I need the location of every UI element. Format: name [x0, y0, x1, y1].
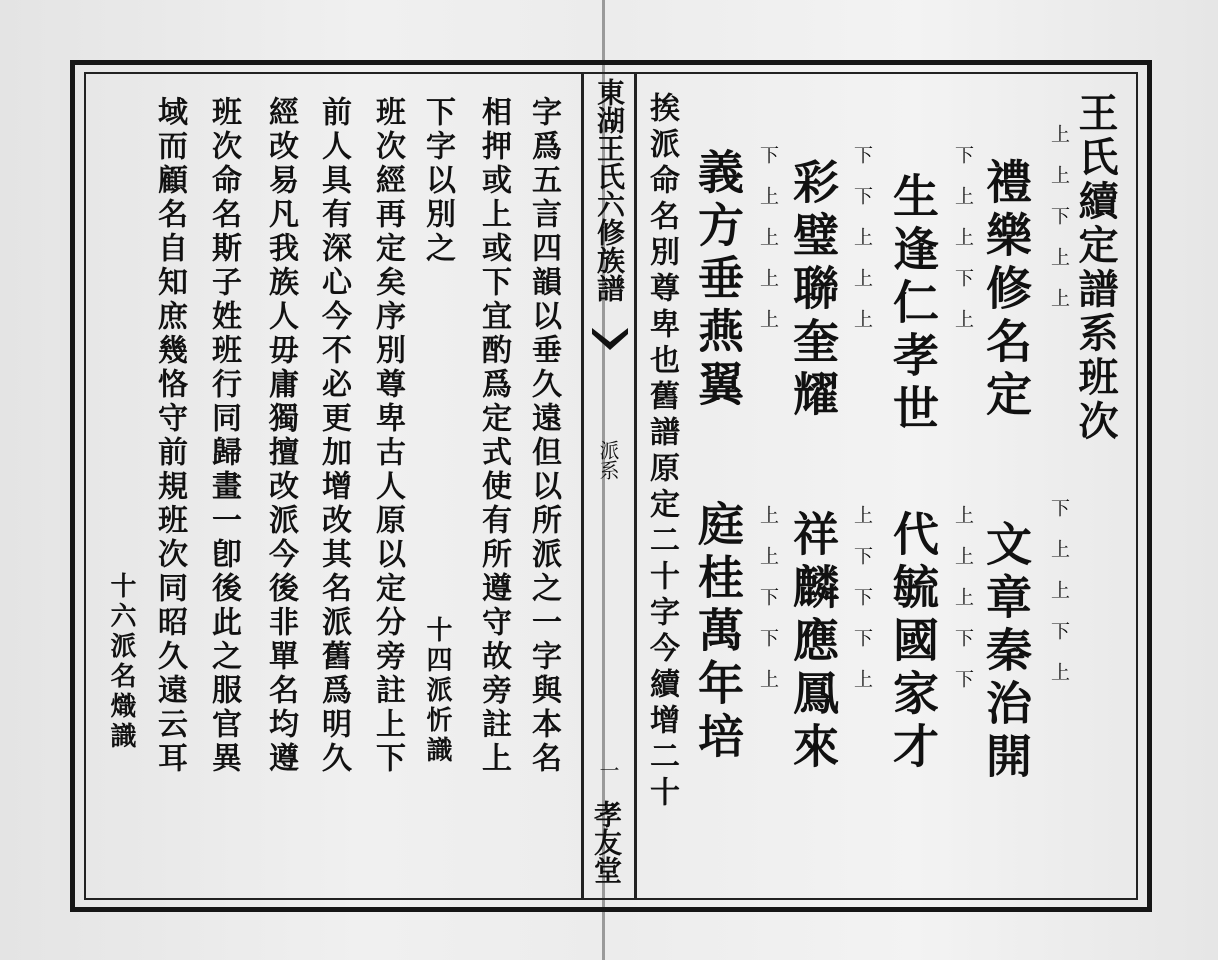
generation-chars-row-7: 義方垂燕翼 — [691, 148, 745, 413]
right-page-note-column: 挨派命名別尊卑也舊譜原定二十字今續增二十 — [644, 92, 679, 812]
tone-marks-row-6: 上下下下上 — [851, 505, 873, 710]
generation-chars-row-6: 祥麟應鳳來 — [786, 510, 840, 775]
generation-chars-row-3: 生逢仁孝世 — [886, 172, 940, 437]
spine-title-block — [585, 74, 633, 324]
left-text-col-3: 下字以別之 — [420, 96, 455, 266]
tone-marks-row-1: 上上下上上 — [1048, 124, 1070, 329]
tone-marks-row-3: 下上上下上 — [952, 145, 974, 350]
spine-line-right — [634, 72, 637, 900]
spine-hall-name: 孝友堂 — [590, 800, 623, 884]
spine-book-title: 東湖王氏六修族譜 — [593, 78, 626, 302]
left-text-col-5: 班次經再定矣序別尊卑古人原以定分旁註上下 — [370, 96, 405, 776]
generation-chars-row-2: 文章秦治開 — [979, 520, 1033, 785]
left-text-col-9: 域而顧名自知庶幾恪守前規班次同昭久遠云耳 — [152, 96, 187, 776]
spine-page-number: 一 — [596, 760, 620, 780]
tone-marks-row-5: 下下上上上 — [851, 145, 873, 350]
tone-marks-row-4: 上上上下下 — [952, 505, 974, 710]
left-signature-14th: 十四派忻識 — [422, 616, 452, 766]
left-text-col-8: 班次命名斯子姓班行同歸畫一卽後此之服官異 — [206, 96, 241, 776]
generation-chars-row-8: 庭桂萬年培 — [691, 500, 745, 765]
spine-section-label: 派系 — [596, 440, 620, 480]
left-text-col-1: 字爲五言四韻以垂久遠但以所派之一字與本名 — [526, 96, 561, 776]
generation-chars-row-5: 彩璧聯奎耀 — [786, 158, 840, 423]
left-text-col-6: 前人具有深心今不必更加增改其名派舊爲明久 — [316, 96, 351, 776]
tone-marks-row-7: 下上上上上 — [757, 145, 779, 350]
left-text-col-7: 經改易凡我族人毋庸獨擅改派今後非單名均遵 — [263, 96, 298, 776]
right-page-title: 王氏續定譜系班次 — [1072, 92, 1119, 444]
tone-marks-row-8: 上上下下上 — [757, 505, 779, 710]
generation-chars-row-1: 禮樂修名定 — [979, 158, 1033, 423]
left-text-col-2: 相押或上或下宜酌爲定式使有所遵守故旁註上 — [476, 96, 511, 776]
generation-chars-row-4: 代毓國家才 — [886, 510, 940, 775]
left-signature-16th: 十六派名熾識 — [106, 572, 136, 752]
tone-marks-row-2: 下上上下上 — [1048, 498, 1070, 703]
fish-tail-mark-icon — [592, 328, 628, 352]
spine-line-left — [581, 72, 584, 900]
